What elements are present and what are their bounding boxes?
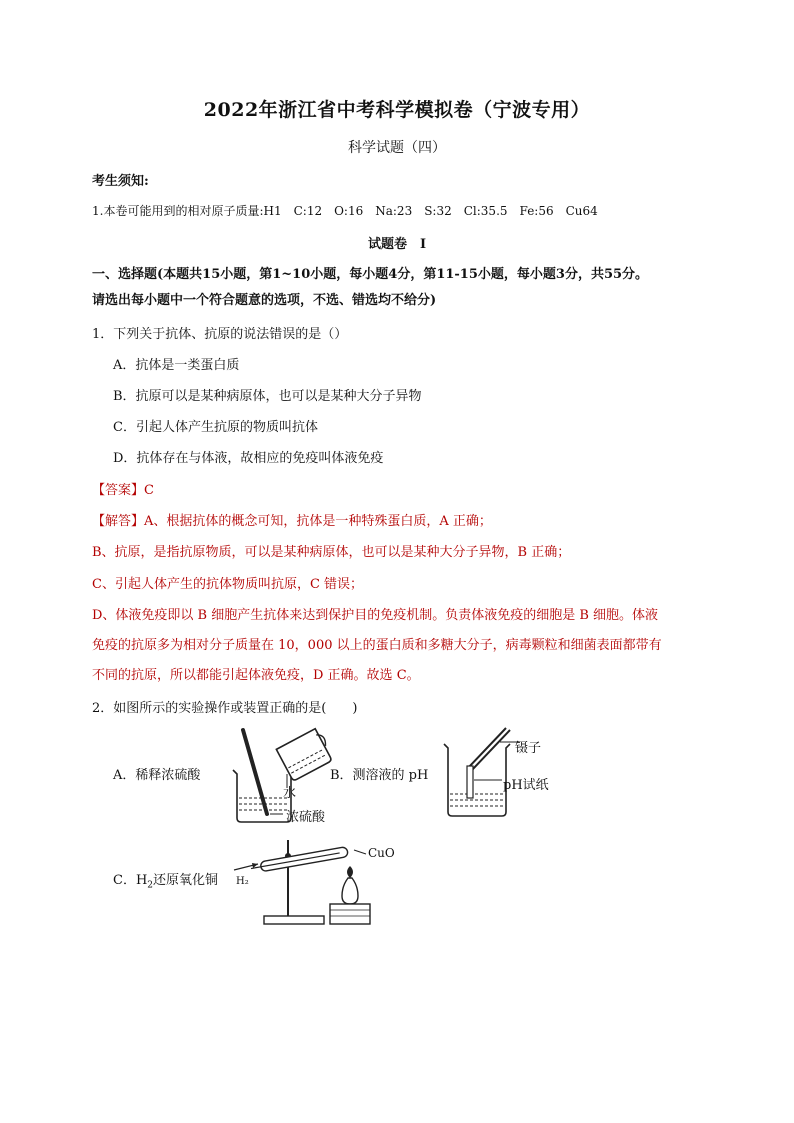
q1-option-d: D．抗体存在与体液，故相应的免疫叫体液免疫: [113, 451, 384, 466]
volume-heading: 试题卷 I: [367, 237, 427, 252]
q1-option-b: B．抗原可以是某种病原体，也可以是某种大分子异物: [113, 389, 422, 404]
notice-atomic-masses: 1.本卷可能用到的相对原子质量:H1 C:12 O:16 Na:23 S:32 Cl:35.5 Fe:56 Cu64: [92, 204, 598, 218]
q2-option-a-label: A．稀释浓硫酸: [113, 768, 201, 783]
section-line-1: 一、选择题(本题共15小题，第1~10小题，每小题4分，第11-15小题，每小题3分，共55分。: [92, 267, 649, 282]
section-instructions: [92, 262, 712, 314]
q2-stem: 2．如图所示的实验操作或装置正确的是( ): [92, 701, 358, 716]
page-title: 2022年浙江省中考科学模拟卷（宁波专用）: [203, 99, 591, 121]
q1-analysis-line: 不同的抗原，所以都能引起体液免疫，D 正确。故选 C。: [92, 668, 420, 683]
q1-analysis-line: D、体液免疫即以 B 细胞产生抗体来达到保护目的免疫机制。负责体液免疫的细胞是 B 细胞。体液: [92, 608, 659, 623]
h2-reduction-diagram: [230, 838, 380, 928]
q2-option-b-label: B．测溶液的 pH: [330, 768, 429, 783]
notice-heading: 考生须知:: [92, 174, 149, 189]
label-ph-paper: pH试纸: [503, 778, 549, 793]
label-conc-acid: 浓硫酸: [286, 810, 326, 825]
q1-analysis-line: 免疫的抗原多为相对分子质量在 10，000 以上的蛋白质和多糖大分子，病毒颗粒和细菌表面都带有: [92, 638, 662, 653]
page-subtitle: 科学试题（四）: [348, 140, 446, 156]
label-tweezers: 镊子: [515, 741, 542, 756]
label-water: 水: [283, 786, 297, 801]
q1-answer: 【答案】C: [92, 483, 154, 498]
label-cuo: CuO: [368, 846, 395, 860]
q1-analysis-line: C、引起人体产生的抗体物质叫抗原，C 错误；: [92, 577, 364, 592]
label-h2: H₂: [236, 876, 249, 887]
q1-analysis-line: 【解答】A、根据抗体的概念可知，抗体是一种特殊蛋白质，A 正确；: [92, 514, 492, 529]
q1-stem: 1．下列关于抗体、抗原的说法错误的是（）: [92, 327, 348, 342]
q1-analysis-line: B、抗原，是指抗原物质，可以是某种病原体，也可以是某种大分子异物，B 正确；: [92, 545, 571, 560]
section-line-2: 请选出每小题中一个符合题意的选项，不选、错选均不给分): [92, 293, 437, 308]
q2-option-c-label: C．$H_2$还原氧化铜: [113, 873, 219, 891]
q1-option-a: A．抗体是一类蛋白质: [113, 358, 240, 373]
q1-option-c: C．引起人体产生抗原的物质叫抗体: [113, 420, 318, 435]
